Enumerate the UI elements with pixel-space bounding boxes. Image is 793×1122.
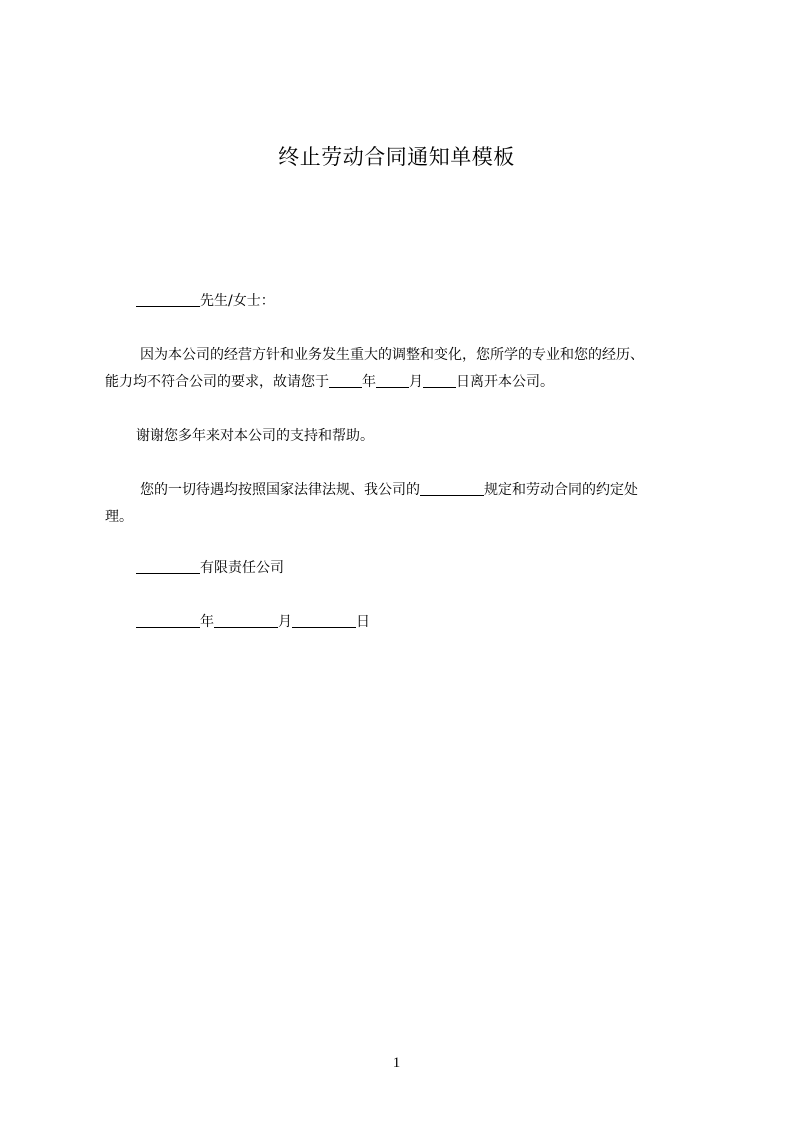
date-line <box>136 612 370 632</box>
regulation-blank <box>420 481 484 496</box>
company-name-blank <box>136 559 200 574</box>
date-day-blank <box>292 613 356 628</box>
paragraph-1-text-b: 日离开本公司。 <box>456 374 554 390</box>
paragraph-3-line-2: 理。 <box>105 509 133 525</box>
date-year-blank <box>136 613 200 628</box>
salutation-line <box>136 291 275 311</box>
date-year-label: 年 <box>200 614 214 630</box>
leave-year-blank <box>329 373 362 388</box>
document-title: 终止劳动合同通知单模板 <box>278 145 515 169</box>
page-number: 1 <box>392 1055 401 1071</box>
date-month-blank <box>214 613 278 628</box>
name-blank <box>136 292 200 307</box>
date-month-label: 月 <box>278 614 292 630</box>
paragraph-1-line-1: 因为本公司的经营方针和业务发生重大的调整和变化，您所学的专业和您的经历、 <box>140 347 644 363</box>
salutation-text: 先生/女士： <box>200 293 275 309</box>
paragraph-2: 谢谢您多年来对本公司的支持和帮助。 <box>136 428 374 444</box>
company-line <box>136 558 284 578</box>
leave-month-label: 月 <box>409 374 423 390</box>
leave-month-blank <box>376 373 409 388</box>
paragraph-3-text-b: 规定和劳动合同的约定处 <box>484 482 638 498</box>
leave-day-blank <box>423 373 456 388</box>
leave-year-label: 年 <box>362 374 376 390</box>
company-text: 有限责任公司 <box>200 560 284 576</box>
paragraph-1-line-2 <box>105 372 554 392</box>
paragraph-1-text-a: 能力均不符合公司的要求，故请您于 <box>105 374 329 390</box>
date-day-label: 日 <box>356 614 370 630</box>
paragraph-3-text-a: 您的一切待遇均按照国家法律法规、我公司的 <box>140 482 420 498</box>
paragraph-3-line-1 <box>140 480 638 500</box>
